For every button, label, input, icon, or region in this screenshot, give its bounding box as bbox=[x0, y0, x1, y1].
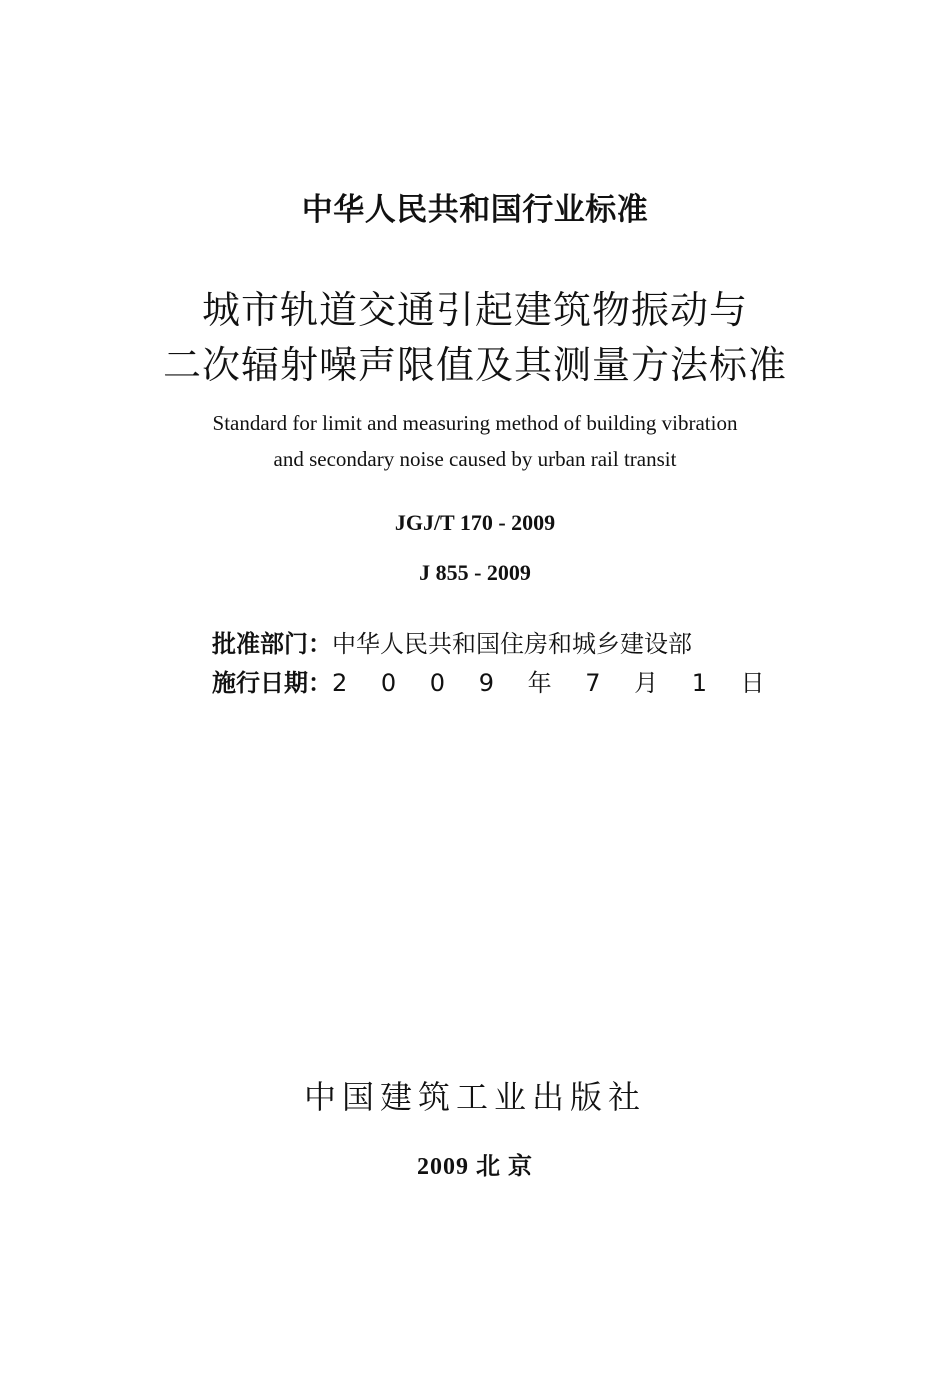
chinese-title bbox=[0, 283, 950, 393]
publisher-name: 中国建筑工业出版社 bbox=[303, 1078, 646, 1116]
standard-code-secondary: J 855 - 2009 bbox=[419, 560, 531, 585]
effective-date-value: 2 0 0 9 年 7 月 1 日 bbox=[332, 669, 778, 697]
chinese-title-line-1: 城市轨道交通引起建筑物振动与 bbox=[201, 288, 748, 332]
english-title-line-1: Standard for limit and measuring method of building vibration bbox=[212, 411, 738, 435]
effective-date-label: 施行日期： bbox=[212, 669, 332, 697]
approval-department-value: 中华人民共和国住房和城乡建设部 bbox=[332, 630, 692, 658]
publication-year-place: 2009 北 京 bbox=[417, 1154, 533, 1180]
english-title bbox=[0, 405, 950, 477]
approval-department-label: 批准部门： bbox=[212, 630, 332, 658]
english-title-line-2: and secondary noise caused by urban rail transit bbox=[273, 447, 677, 471]
effective-date-row bbox=[212, 663, 912, 698]
chinese-title-line-2: 二次辐射噪声限值及其测量方法标准 bbox=[162, 343, 787, 387]
approval-department-row bbox=[212, 624, 912, 659]
standard-code-primary: JGJ/T 170 - 2009 bbox=[394, 510, 556, 535]
issuer-title: 中华人民共和国行业标准 bbox=[301, 192, 649, 228]
